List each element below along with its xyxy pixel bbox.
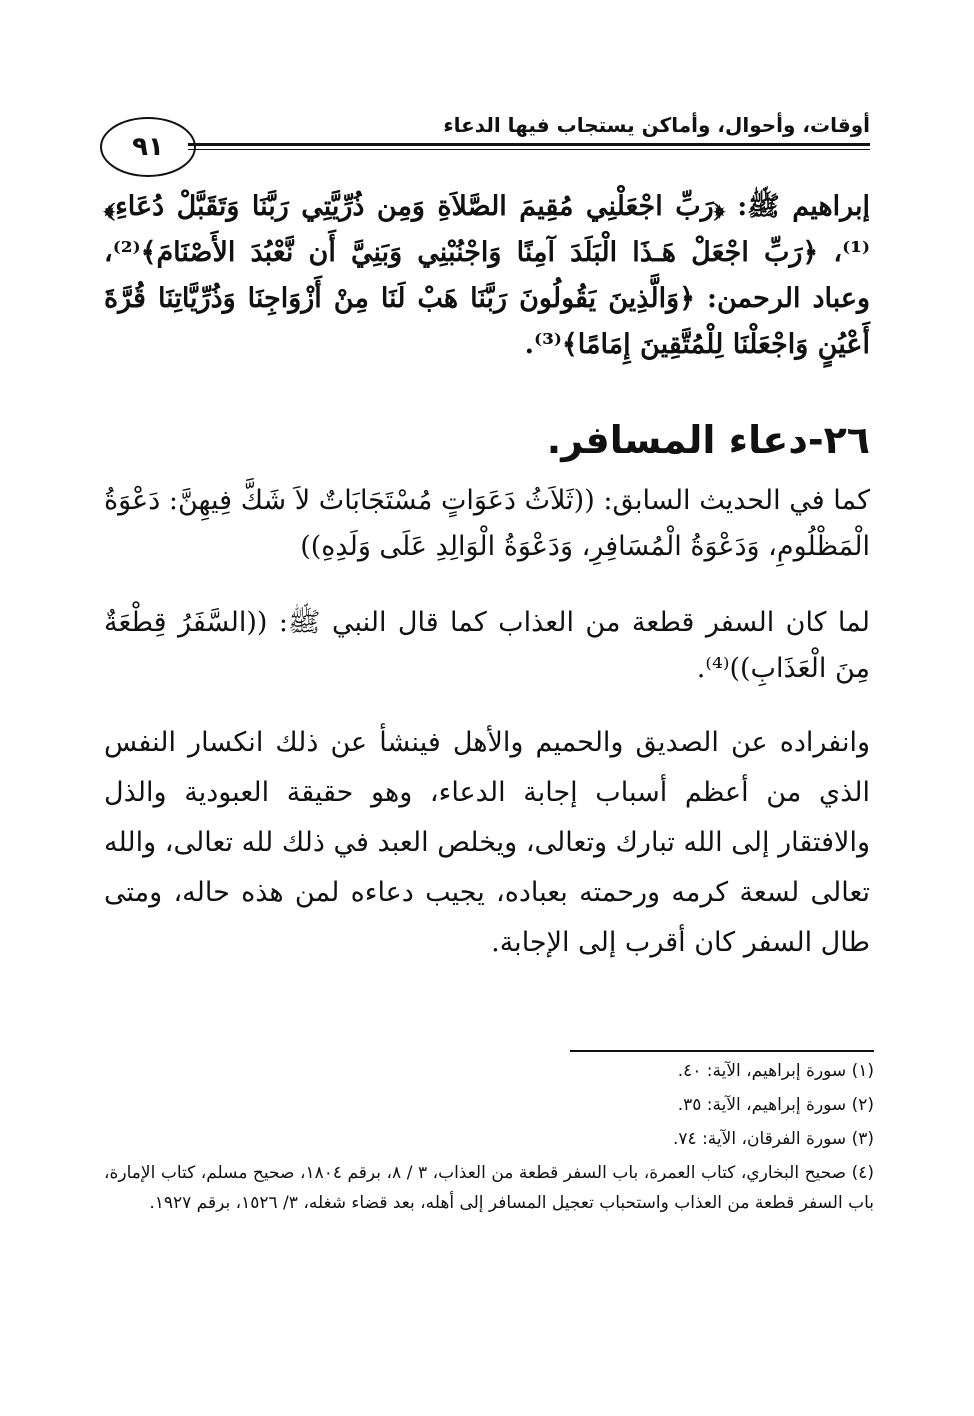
paragraph-ibrahim-dua: إبراهيم ﷺ: ﴿رَبِّ اجْعَلْنِي مُقِيمَ الصَّلاَةِ وَمِن ذُرِّيَّتِي رَبَّنَا وَتَقَبَّلْ دُعَاءِ﴾⁽¹⁾، ﴿رَبِّ اجْعَلْ هَـذَا الْبَلَدَ آمِنًا وَاجْنُبْنِي وَبَنِيَّ أَن نَّعْبُدَ الأَصْنَامَ﴾⁽²⁾، وعباد الرحمن: ﴿وَالَّذِينَ يَقُولُونَ رَبَّنَا هَبْ لَنَا مِنْ أَزْوَاجِنَا وَذُرِّيَّاتِنَا قُرَّةَ أَعْيُنٍ وَاجْعَلْنَا لِلْمُتَّقِينَ إِمَامًا﴾⁽³⁾.: [104, 191, 870, 360]
footnote-3: (٣) سورة الفرقان، الآية: ٧٤.: [673, 1129, 874, 1149]
footnote-1: (١) سورة إبراهيم، الآية: ٤٠.: [677, 1061, 874, 1081]
running-title: أوقات، وأحوال، وأماكن يستجاب فيها الدعاء: [443, 113, 870, 137]
header-rule-thin: [188, 149, 870, 150]
page-number-oval: [100, 117, 196, 177]
footnote-separator: [570, 1050, 874, 1052]
header-rule: [188, 143, 870, 146]
footnote-2: (٢) سورة إبراهيم، الآية: ٣٥.: [677, 1095, 874, 1115]
paragraph-explanation: وانفراده عن الصديق والحميم والأهل فينشأ عن ذلك انكسار النفس الذي من أعظم أسباب إجابة الدعاء، وهو حقيقة العبودية والذل والافتقار إلى الله تبارك وتعالى، ويخلص العبد في ذلك لله تعالى، والله تعالى لسعة كرمه ورحمته بعباده، يجيب دعاءه لمن هذه حاله، ومتى طال السفر كان أقرب إلى الإجابة.: [104, 727, 870, 958]
section-heading: ٢٦-دعاء المسافر.: [546, 418, 870, 462]
page-number: ٩١: [132, 132, 164, 162]
paragraph-hadith: كما في الحديث السابق: ((ثَلاَثُ دَعَوَاتٍ مُسْتَجَابَاتٌ لاَ شَكَّ فِيهِنَّ: دَعْوَةُ الْمَظْلُومِ، وَدَعْوَةُ الْمُسَافِرِ، وَدَعْوَةُ الْوَالِدِ عَلَى وَلَدِهِ)): [104, 485, 870, 562]
footnote-4: (٤) صحيح البخاري، كتاب العمرة، باب السفر قطعة من العذاب، ٣ / ٨، برقم ١٨٠٤، صحيح مسلم، كتاب الإمارة، باب السفر قطعة من العذاب واستحباب تعجيل المسافر إلى أهله، بعد قضاء شغله، ٣/ ١٥٢٦، برقم ١٩٢٧.: [104, 1163, 875, 1213]
paragraph-travel: لما كان السفر قطعة من العذاب كما قال النبي ﷺ: ((السَّفَرُ قِطْعَةٌ مِنَ الْعَذَابِ))⁽⁴⁾.: [104, 607, 870, 684]
page-header: [100, 103, 870, 183]
footnotes: [104, 1056, 874, 1222]
